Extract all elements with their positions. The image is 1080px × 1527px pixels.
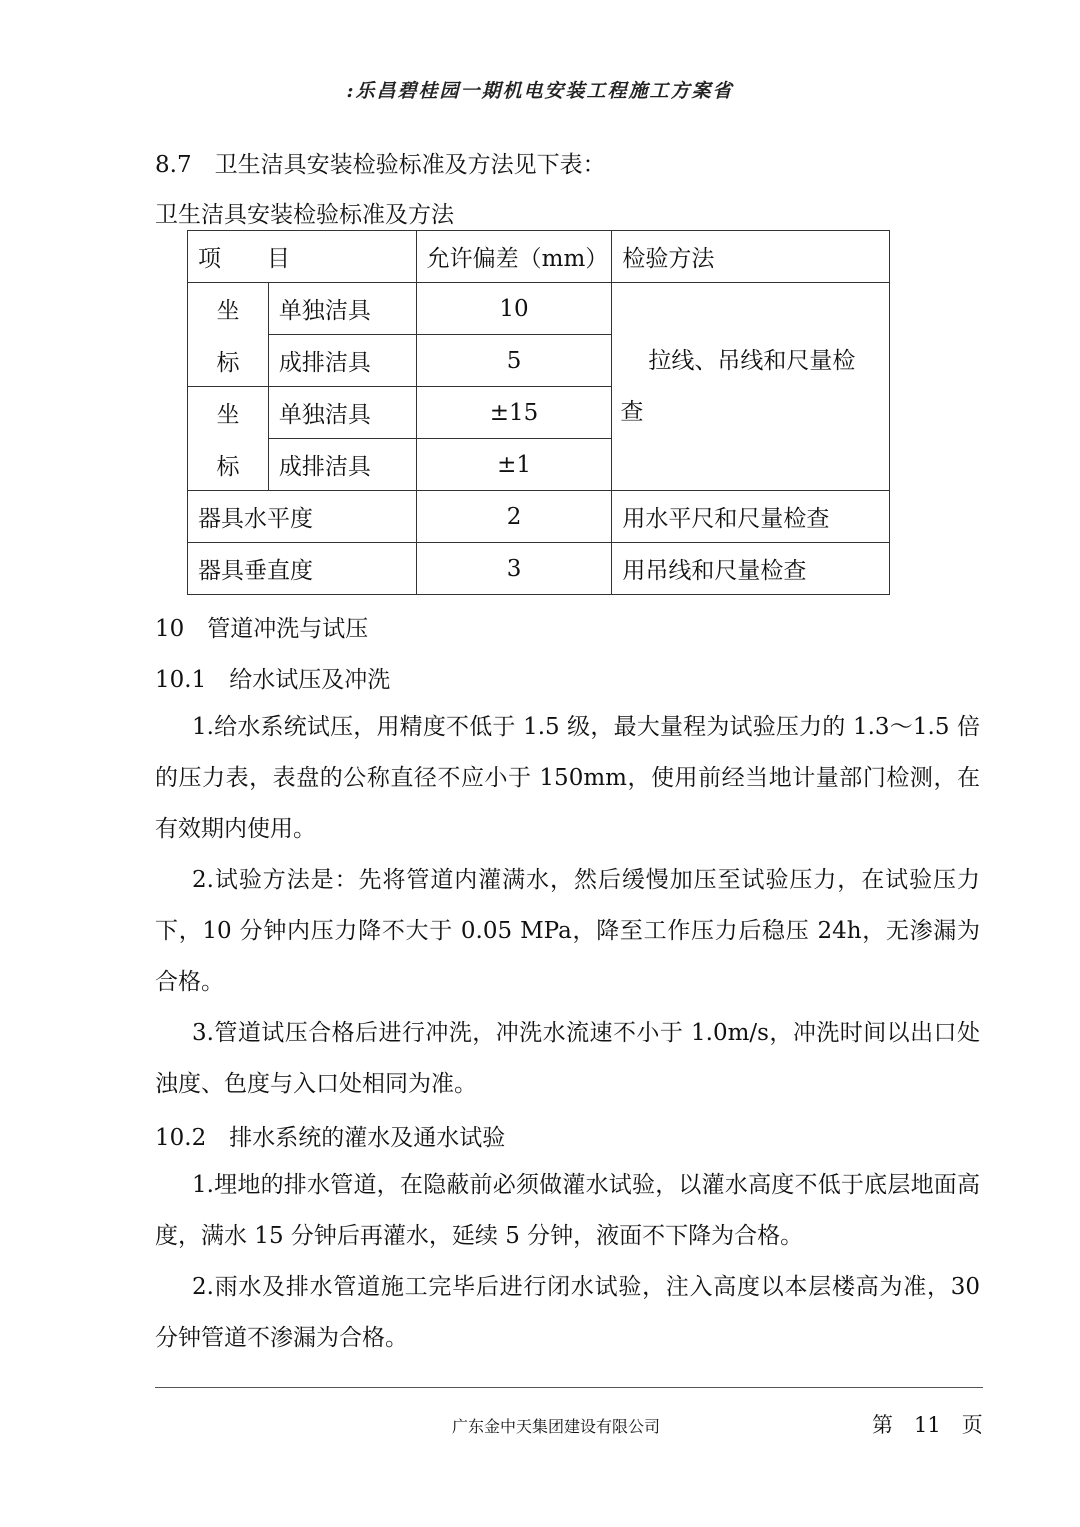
group-label-2b: 标 — [188, 439, 269, 491]
page-header: :乐昌碧桂园一期机电安装工程施工方案省 — [346, 80, 734, 102]
table-row — [188, 283, 890, 335]
group-label-1b: 标 — [188, 335, 269, 387]
group-label-2a: 坐 — [188, 387, 269, 439]
paragraph: 1.给水系统试压，用精度不低于 1.5 级，最大量程为试验压力的 1.3～1.5 倍的压力表，表盘的公称直径不应小于 150mm，使用前经当地计量部门检测，在有效期内使用。 — [155, 714, 980, 842]
row-item: 单独洁具 — [268, 387, 416, 439]
section-heading-10-2: 10.2 排水系统的灌水及通水试验 — [155, 1125, 506, 1151]
row-tolerance: 5 — [416, 335, 612, 387]
table-row — [188, 491, 890, 543]
row-tolerance: 10 — [416, 283, 612, 335]
water-supply-paragraphs — [155, 702, 980, 1110]
row-method: 用吊线和尺量检查 — [612, 543, 890, 595]
group-label-1a: 坐 — [188, 283, 269, 335]
merged-method-cell — [612, 283, 890, 491]
header-tolerance: 允许偏差（mm） — [416, 231, 612, 283]
footer-company: 广东金中天集团建设有限公司 — [452, 1417, 661, 1436]
footer-page-number: 第 11 页 — [872, 1413, 983, 1437]
header-method: 检验方法 — [612, 231, 890, 283]
row-item: 单独洁具 — [268, 283, 416, 335]
paragraph: 3.管道试压合格后进行冲洗，冲洗水流速不小于 1.0m/s，冲洗时间以出口处浊度、色度与入口处相同为准。 — [155, 1020, 980, 1097]
row-item: 成排洁具 — [268, 335, 416, 387]
section-heading-10-1: 10.1 给水试压及冲洗 — [155, 667, 391, 693]
table-row — [188, 543, 890, 595]
row-tolerance: ±1 — [416, 439, 612, 491]
header-item: 项 目 — [188, 231, 417, 283]
footer-divider — [155, 1387, 983, 1388]
method-line-1: 拉线、吊线和尺量检 — [648, 347, 856, 374]
drainage-paragraphs — [155, 1160, 980, 1364]
row-tolerance: ±15 — [416, 387, 612, 439]
row-item: 成排洁具 — [268, 439, 416, 491]
paragraph: 1.埋地的排水管道，在隐蔽前必须做灌水试验，以灌水高度不低于底层地面高度，满水 15 分钟后再灌水，延续 5 分钟，液面不下降为合格。 — [155, 1172, 980, 1249]
section-heading-8-7: 8.7 卫生洁具安装检验标准及方法见下表： — [155, 152, 606, 178]
row-method: 用水平尺和尺量检查 — [612, 491, 890, 543]
method-line-2: 查 — [620, 398, 644, 425]
inspection-standards-table — [187, 230, 890, 595]
section-heading-10: 10 管道冲洗与试压 — [155, 616, 369, 642]
row-tolerance: 2 — [416, 491, 612, 543]
paragraph: 2.试验方法是：先将管道内灌满水，然后缓慢加压至试验压力，在试验压力下，10 分钟内压力降不大于 0.05 MPa，降至工作压力后稳压 24h，无渗漏为合格。 — [155, 867, 980, 995]
row-item: 器具垂直度 — [188, 543, 417, 595]
table-title: 卫生洁具安装检验标准及方法 — [155, 202, 454, 228]
row-tolerance: 3 — [416, 543, 612, 595]
table-header-row — [188, 231, 890, 283]
paragraph: 2.雨水及排水管道施工完毕后进行闭水试验，注入高度以本层楼高为准，30 分钟管道不渗漏为合格。 — [155, 1274, 980, 1351]
row-item: 器具水平度 — [188, 491, 417, 543]
